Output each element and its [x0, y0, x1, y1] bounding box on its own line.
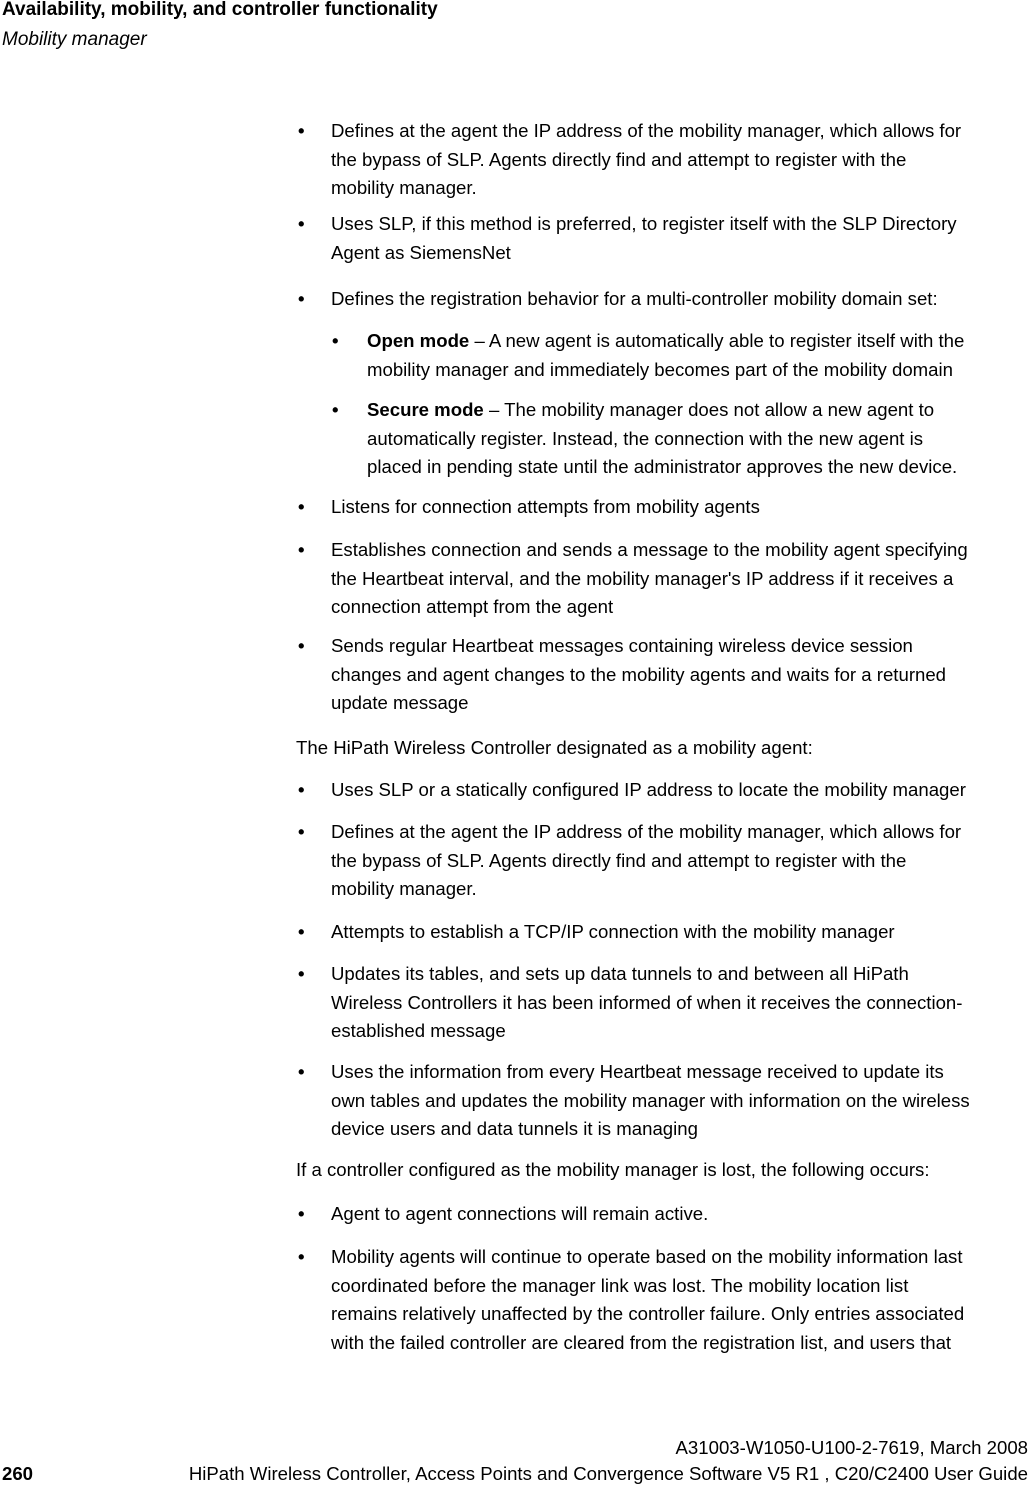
- open-mode-text: mobility manager and immediately becomes part of the mobility domain: [367, 358, 953, 380]
- page-number: 260: [2, 1463, 34, 1484]
- list-item-line: changes and agent changes to the mobility agents and waits for a returned: [331, 663, 947, 685]
- list-item-line: connection attempt from the agent: [331, 596, 614, 617]
- list-item: [296, 1243, 1031, 1357]
- list-item: [296, 117, 1031, 203]
- list-item-line: update message: [331, 692, 469, 713]
- list-item: [296, 493, 1031, 522]
- bullet-icon: •: [298, 779, 305, 800]
- bullet-icon: •: [298, 821, 305, 842]
- bullet-icon: •: [298, 496, 305, 517]
- secure-mode-item: [296, 396, 1031, 482]
- list-item-line: Agent as SiemensNet: [331, 241, 511, 263]
- list-item-line: the bypass of SLP. Agents directly find and attempt to register with the: [331, 148, 907, 170]
- list-item-line: Uses the information from every Heartbeat message received to update its: [331, 1061, 944, 1082]
- list-item-line: mobility manager.: [331, 878, 477, 899]
- list-item-line: Sends regular Heartbeat messages containing wireless device session: [331, 635, 913, 656]
- list-item-line: the Heartbeat interval, and the mobility manager's IP address if it receives a: [331, 567, 954, 589]
- bullet-icon: •: [332, 399, 339, 420]
- open-mode-label: Open mode: [367, 330, 470, 351]
- list-item-line: Updates its tables, and sets up data tunnels to and between all HiPath: [331, 963, 909, 984]
- list-item: [296, 1200, 1031, 1229]
- running-header-subtitle: Mobility manager: [2, 29, 147, 50]
- list-item: [296, 536, 1031, 622]
- bullet-icon: •: [298, 120, 305, 141]
- list-item: [296, 960, 1031, 1046]
- list-item-line: Wireless Controllers it has been informed of when it receives the connection-: [331, 991, 963, 1013]
- open-mode-text: – A new agent is automatically able to register itself with the: [469, 330, 965, 351]
- paragraph: [296, 1156, 1031, 1185]
- list-item: [296, 776, 1031, 805]
- list-item-line: coordinated before the manager link was lost. The mobility location list: [331, 1274, 909, 1296]
- bullet-icon: •: [298, 1203, 305, 1224]
- list-item: [296, 1058, 1031, 1144]
- list-item: [296, 285, 1031, 314]
- list-item-line: Listens for connection attempts from mobility agents: [331, 496, 760, 517]
- bullet-icon: •: [298, 288, 305, 309]
- bullet-icon: •: [332, 330, 339, 351]
- list-item-line: own tables and updates the mobility manager with information on the wireless: [331, 1089, 970, 1111]
- bullet-icon: •: [298, 213, 305, 234]
- list-item-line: Defines the registration behavior for a multi-controller mobility domain set:: [331, 288, 938, 309]
- bullet-icon: •: [298, 1246, 305, 1267]
- secure-mode-label: Secure mode: [367, 399, 484, 420]
- list-item: [296, 818, 1031, 904]
- bullet-icon: •: [298, 921, 305, 942]
- list-item: [296, 632, 1031, 718]
- list-item: [296, 210, 1031, 267]
- bullet-icon: •: [298, 539, 305, 560]
- paragraph-text: If a controller configured as the mobility manager is lost, the following occurs:: [296, 1159, 930, 1180]
- list-item-line: the bypass of SLP. Agents directly find and attempt to register with the: [331, 849, 907, 871]
- list-item-line: Attempts to establish a TCP/IP connection with the mobility manager: [331, 921, 895, 942]
- list-item-line: Defines at the agent the IP address of the mobility manager, which allows for: [331, 821, 962, 842]
- list-item-line: Mobility agents will continue to operate based on the mobility information last: [331, 1246, 963, 1267]
- list-item-line: Establishes connection and sends a message to the mobility agent specifying: [331, 539, 968, 560]
- list-item-line: with the failed controller are cleared from the registration list, and users that: [331, 1331, 952, 1353]
- list-item: [296, 918, 1031, 947]
- paragraph-text: The HiPath Wireless Controller designated as a mobility agent:: [296, 737, 813, 758]
- list-item-line: Agent to agent connections will remain active.: [331, 1203, 709, 1224]
- list-item-line: established message: [331, 1020, 506, 1041]
- list-item-line: remains relatively unaffected by the controller failure. Only entries associated: [331, 1303, 965, 1324]
- secure-mode-text: automatically register. Instead, the connection with the new agent is: [367, 427, 924, 449]
- paragraph: [296, 734, 1031, 763]
- open-mode-item: [296, 327, 1031, 384]
- list-item-line: Uses SLP, if this method is preferred, to register itself with the SLP Directory: [331, 213, 957, 234]
- bullet-icon: •: [298, 963, 305, 984]
- footer-doc-id: A31003-W1050-U100-2-7619, March 2008: [675, 1437, 1028, 1458]
- list-item-line: device users and data tunnels it is managing: [331, 1118, 698, 1139]
- bullet-icon: •: [298, 635, 305, 656]
- running-header-title: Availability, mobility, and controller functionality: [2, 0, 438, 20]
- bullet-icon: •: [298, 1061, 305, 1082]
- secure-mode-text: – The mobility manager does not allow a new agent to: [483, 399, 935, 420]
- secure-mode-text: placed in pending state until the administrator approves the new device.: [367, 456, 958, 477]
- list-item-line: mobility manager.: [331, 177, 477, 198]
- list-item-line: Defines at the agent the IP address of the mobility manager, which allows for: [331, 120, 962, 141]
- footer-doc-title: HiPath Wireless Controller, Access Points and Convergence Software V5 R1 , C20/C2400 User Guide: [188, 1463, 1028, 1484]
- list-item-line: Uses SLP or a statically configured IP address to locate the mobility manager: [331, 779, 966, 800]
